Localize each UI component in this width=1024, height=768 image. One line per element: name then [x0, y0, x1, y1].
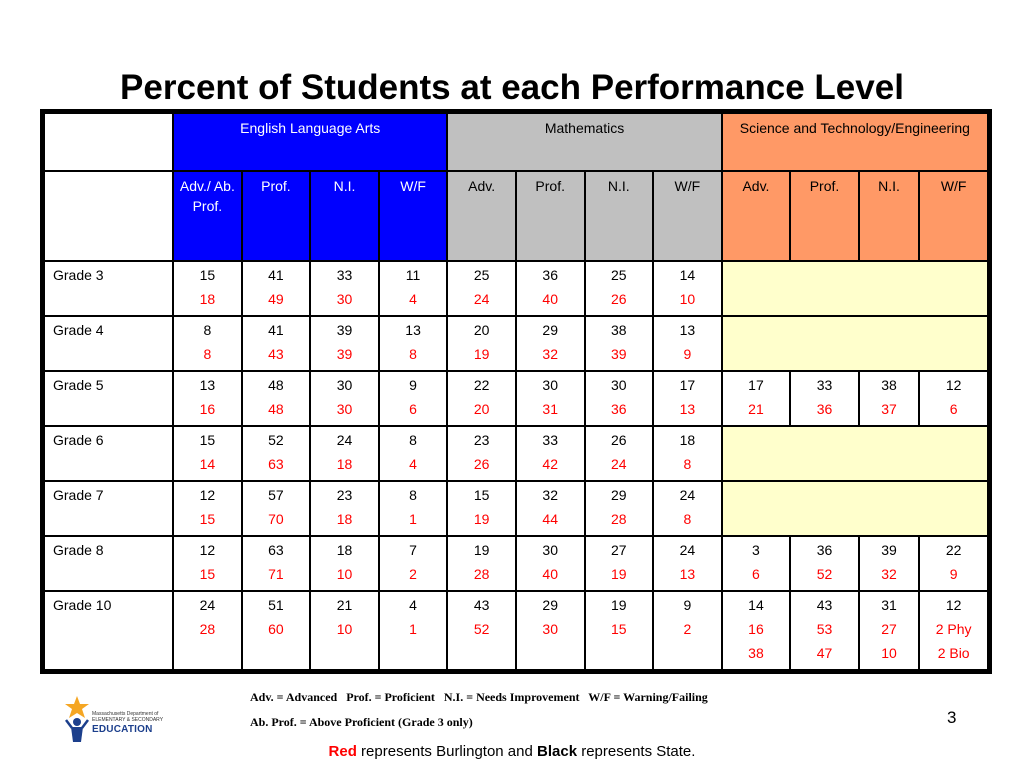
score-cell [654, 262, 721, 315]
level-header-math-ni: N.I. [586, 172, 653, 260]
color-legend-middle: represents Burlington and [356, 743, 538, 760]
grade-row [45, 372, 987, 425]
level-header-math-wf: W/F [654, 172, 721, 260]
state-value: 29 [542, 322, 558, 338]
burlington-value: 13 [679, 566, 696, 582]
burlington-value: 43 [268, 346, 284, 362]
level-header-math-prof: Prof. [517, 172, 584, 260]
score-cell [380, 592, 447, 669]
burlington-value: 15 [199, 566, 216, 582]
level-header-ela-adv: Adv./ Ab. Prof. [174, 172, 241, 260]
score-cell [586, 372, 653, 425]
burlington-extra-value: 2 Bio [937, 645, 970, 661]
ma-doe-logo [62, 694, 172, 748]
state-value: 19 [473, 542, 490, 558]
state-value: 33 [816, 377, 833, 393]
state-value: 33 [542, 432, 558, 448]
state-value: 14 [748, 597, 764, 613]
score-cell [654, 592, 721, 669]
score-cell [243, 427, 310, 480]
burlington-value: 2 Phy [935, 621, 972, 637]
burlington-value: 1 [409, 511, 417, 527]
burlington-value: 18 [336, 456, 353, 472]
color-legend-end: represents State. [577, 743, 696, 760]
state-value: 30 [542, 542, 558, 558]
score-cell [860, 537, 919, 590]
score-cell [448, 537, 515, 590]
ela-header: English Language Arts [174, 114, 446, 170]
state-value: 12 [199, 487, 216, 503]
score-cell [243, 537, 310, 590]
state-value: 26 [610, 432, 627, 448]
score-cell [860, 372, 919, 425]
level-header-sci-wf: W/F [920, 172, 987, 260]
state-value: 25 [473, 267, 490, 283]
state-value: 13 [199, 377, 216, 393]
subject-header-row [45, 114, 987, 170]
burlington-value: 26 [610, 291, 627, 307]
state-value: 39 [881, 542, 897, 558]
burlington-value: 32 [542, 346, 558, 362]
burlington-value: 19 [473, 511, 490, 527]
burlington-value: 1 [409, 621, 417, 637]
score-cell [311, 537, 378, 590]
burlington-value: 8 [203, 346, 212, 362]
burlington-value: 37 [881, 401, 897, 417]
score-cell [174, 482, 241, 535]
burlington-value: 31 [542, 401, 558, 417]
state-value: 30 [610, 377, 627, 393]
score-cell [448, 427, 515, 480]
score-cell [174, 317, 241, 370]
burlington-value: 52 [473, 621, 490, 637]
burlington-value: 30 [336, 401, 353, 417]
state-value: 23 [336, 487, 353, 503]
state-value: 33 [336, 267, 353, 283]
state-value: 8 [409, 432, 417, 448]
burlington-value: 8 [409, 346, 417, 362]
burlington-value: 63 [268, 456, 284, 472]
state-value: 19 [610, 597, 627, 613]
level-header-math-adv: Adv. [448, 172, 515, 260]
score-cell [517, 482, 584, 535]
score-cell [311, 262, 378, 315]
burlington-value: 32 [881, 566, 897, 582]
corner-cell [45, 114, 172, 170]
burlington-extra-value: 47 [816, 645, 833, 661]
black-word: Black [537, 743, 578, 760]
state-value: 18 [336, 542, 353, 558]
grade-label: Grade 10 [45, 592, 172, 669]
burlington-value: 4 [409, 291, 417, 307]
score-cell [654, 427, 721, 480]
burlington-value: 26 [473, 456, 490, 472]
state-value: 22 [473, 377, 490, 393]
above-proficient-note: Ab. Prof. = Above Proficient (Grade 3 only) [250, 715, 473, 729]
state-value: 13 [679, 322, 696, 338]
score-cell [380, 482, 447, 535]
score-cell [243, 317, 310, 370]
state-value: 41 [268, 267, 284, 283]
score-cell [517, 537, 584, 590]
grade-row [45, 482, 987, 535]
score-cell [920, 537, 987, 590]
abbreviation-legend: Adv. = Advanced Prof. = Proficient N.I. = Needs Improvement W/F = Warning/Failing [250, 690, 708, 704]
score-cell [448, 482, 515, 535]
burlington-value: 6 [752, 566, 760, 582]
level-header-ela-ni: N.I. [311, 172, 378, 260]
state-value: 41 [268, 322, 284, 338]
corner-cell-2 [45, 172, 172, 260]
state-value: 9 [683, 597, 692, 613]
state-value: 24 [199, 597, 216, 613]
score-cell [243, 592, 310, 669]
score-cell [311, 372, 378, 425]
logo-text-line2: ELEMENTARY & SECONDARY [92, 717, 164, 723]
burlington-value: 40 [542, 566, 558, 582]
state-value: 13 [405, 322, 421, 338]
score-cell [174, 537, 241, 590]
burlington-value: 10 [336, 621, 353, 637]
state-value: 32 [542, 487, 558, 503]
burlington-value: 4 [409, 456, 417, 472]
grade-label: Grade 7 [45, 482, 172, 535]
state-value: 24 [336, 432, 353, 448]
score-cell [586, 427, 653, 480]
state-value: 15 [473, 487, 490, 503]
state-value: 29 [610, 487, 627, 503]
state-value: 23 [473, 432, 490, 448]
burlington-value: 20 [473, 401, 490, 417]
state-value: 15 [199, 432, 216, 448]
grade-label: Grade 6 [45, 427, 172, 480]
red-word: Red [328, 743, 357, 760]
burlington-value: 48 [268, 401, 284, 417]
score-cell [723, 372, 790, 425]
score-cell [791, 372, 858, 425]
burlington-value: 2 [683, 621, 692, 637]
state-value: 43 [473, 597, 490, 613]
science-not-tested-cell [723, 427, 987, 480]
grade-label: Grade 3 [45, 262, 172, 315]
state-value: 8 [203, 322, 212, 338]
burlington-extra-value: 10 [881, 645, 897, 661]
score-cell [448, 262, 515, 315]
score-cell [380, 262, 447, 315]
burlington-value: 30 [542, 621, 558, 637]
burlington-value: 18 [199, 291, 216, 307]
state-value: 15 [199, 267, 216, 283]
state-value: 12 [945, 597, 962, 613]
state-value: 36 [542, 267, 558, 283]
science-not-tested-cell [723, 317, 987, 370]
burlington-value: 6 [949, 401, 958, 417]
state-value: 31 [881, 597, 897, 613]
state-value: 27 [610, 542, 627, 558]
burlington-value: 28 [199, 621, 216, 637]
score-cell [380, 372, 447, 425]
burlington-value: 10 [679, 291, 696, 307]
state-value: 36 [816, 542, 833, 558]
score-cell [311, 592, 378, 669]
score-cell [243, 262, 310, 315]
score-cell [448, 592, 515, 669]
score-cell [586, 537, 653, 590]
burlington-value: 19 [473, 346, 490, 362]
state-value: 51 [268, 597, 284, 613]
burlington-value: 36 [610, 401, 627, 417]
grade-row [45, 262, 987, 315]
level-header-ela-wf: W/F [380, 172, 447, 260]
level-header-sci-ni: N.I. [860, 172, 919, 260]
state-value: 22 [945, 542, 962, 558]
burlington-extra-value: 38 [748, 645, 764, 661]
burlington-value: 44 [542, 511, 558, 527]
burlington-value: 39 [336, 346, 353, 362]
state-value: 17 [679, 377, 696, 393]
score-cell [723, 537, 790, 590]
burlington-value: 15 [199, 511, 216, 527]
score-cell [586, 482, 653, 535]
score-cell [723, 592, 790, 669]
state-value: 12 [199, 542, 216, 558]
burlington-value: 16 [748, 621, 764, 637]
score-cell [243, 482, 310, 535]
burlington-value: 19 [610, 566, 627, 582]
grade-label: Grade 4 [45, 317, 172, 370]
score-cell [517, 372, 584, 425]
score-cell [654, 537, 721, 590]
science-not-tested-cell [723, 262, 987, 315]
burlington-value: 53 [816, 621, 833, 637]
state-value: 43 [816, 597, 833, 613]
burlington-value: 24 [610, 456, 627, 472]
score-cell [174, 592, 241, 669]
score-cell [380, 317, 447, 370]
burlington-value: 42 [542, 456, 558, 472]
grade-row [45, 537, 987, 590]
state-value: 3 [752, 542, 760, 558]
burlington-value: 30 [336, 291, 353, 307]
score-cell [380, 427, 447, 480]
science-header: Science and Technology/Engineering [723, 114, 987, 170]
performance-table [43, 112, 989, 671]
score-cell [654, 372, 721, 425]
burlington-value: 6 [409, 401, 417, 417]
burlington-value: 8 [683, 456, 692, 472]
burlington-value: 49 [268, 291, 284, 307]
state-value: 30 [542, 377, 558, 393]
score-cell [311, 317, 378, 370]
score-cell [517, 262, 584, 315]
score-cell [586, 317, 653, 370]
science-not-tested-cell [723, 482, 987, 535]
state-value: 25 [610, 267, 627, 283]
grade-row [45, 427, 987, 480]
star-figure-icon [62, 694, 92, 748]
score-cell [586, 592, 653, 669]
state-value: 38 [881, 377, 897, 393]
burlington-value: 13 [679, 401, 696, 417]
score-cell [380, 537, 447, 590]
state-value: 48 [268, 377, 284, 393]
score-cell [860, 592, 919, 669]
state-value: 63 [268, 542, 284, 558]
level-header-ela-prof: Prof. [243, 172, 310, 260]
level-header-sci-adv: Adv. [723, 172, 790, 260]
logo-text-line3: EDUCATION [92, 724, 153, 735]
level-header-row [45, 172, 987, 260]
logo-text-line1: Massachusetts Department of [92, 711, 159, 717]
score-cell [243, 372, 310, 425]
burlington-value: 52 [816, 566, 833, 582]
burlington-value: 18 [336, 511, 353, 527]
state-value: 29 [542, 597, 558, 613]
score-cell [517, 427, 584, 480]
state-value: 4 [409, 597, 417, 613]
page-number: 3 [947, 708, 957, 727]
grade-label: Grade 5 [45, 372, 172, 425]
score-cell [517, 592, 584, 669]
burlington-value: 14 [199, 456, 216, 472]
state-value: 39 [336, 322, 353, 338]
grade-row [45, 592, 987, 669]
state-value: 12 [945, 377, 962, 393]
state-value: 18 [679, 432, 696, 448]
burlington-value: 70 [268, 511, 284, 527]
state-value: 20 [473, 322, 490, 338]
state-value: 30 [336, 377, 353, 393]
score-cell [448, 372, 515, 425]
state-value: 52 [268, 432, 284, 448]
burlington-value: 60 [268, 621, 284, 637]
score-cell [654, 317, 721, 370]
burlington-value: 2 [409, 566, 417, 582]
score-cell [586, 262, 653, 315]
score-cell [174, 372, 241, 425]
burlington-value: 21 [748, 401, 764, 417]
score-cell [448, 317, 515, 370]
state-value: 8 [409, 487, 417, 503]
state-value: 38 [610, 322, 627, 338]
math-header: Mathematics [448, 114, 720, 170]
state-value: 17 [748, 377, 764, 393]
burlington-value: 24 [473, 291, 490, 307]
state-value: 21 [336, 597, 353, 613]
burlington-value: 10 [336, 566, 353, 582]
score-cell [174, 427, 241, 480]
burlington-value: 36 [816, 401, 833, 417]
burlington-value: 9 [683, 346, 692, 362]
burlington-value: 28 [473, 566, 490, 582]
state-value: 14 [679, 267, 696, 283]
burlington-value: 28 [610, 511, 627, 527]
burlington-value: 40 [542, 291, 558, 307]
state-value: 24 [679, 542, 696, 558]
burlington-value: 27 [881, 621, 897, 637]
state-value: 57 [268, 487, 284, 503]
grade-label: Grade 8 [45, 537, 172, 590]
burlington-value: 71 [268, 566, 284, 582]
page-title: Percent of Students at each Performance Level [120, 68, 904, 107]
score-cell [654, 482, 721, 535]
score-cell [920, 592, 987, 669]
score-cell [920, 372, 987, 425]
color-legend [0, 743, 1024, 760]
score-cell [311, 482, 378, 535]
score-cell [174, 262, 241, 315]
grade-row [45, 317, 987, 370]
state-value: 11 [405, 267, 421, 283]
state-value: 24 [679, 487, 696, 503]
burlington-value: 9 [949, 566, 958, 582]
score-cell [517, 317, 584, 370]
state-value: 9 [409, 377, 417, 393]
burlington-value: 8 [683, 511, 692, 527]
score-cell [311, 427, 378, 480]
level-header-sci-prof: Prof. [791, 172, 858, 260]
state-value: 7 [409, 542, 417, 558]
score-cell [791, 592, 858, 669]
score-cell [791, 537, 858, 590]
burlington-value: 16 [199, 401, 216, 417]
burlington-value: 15 [610, 621, 627, 637]
burlington-value: 39 [610, 346, 627, 362]
